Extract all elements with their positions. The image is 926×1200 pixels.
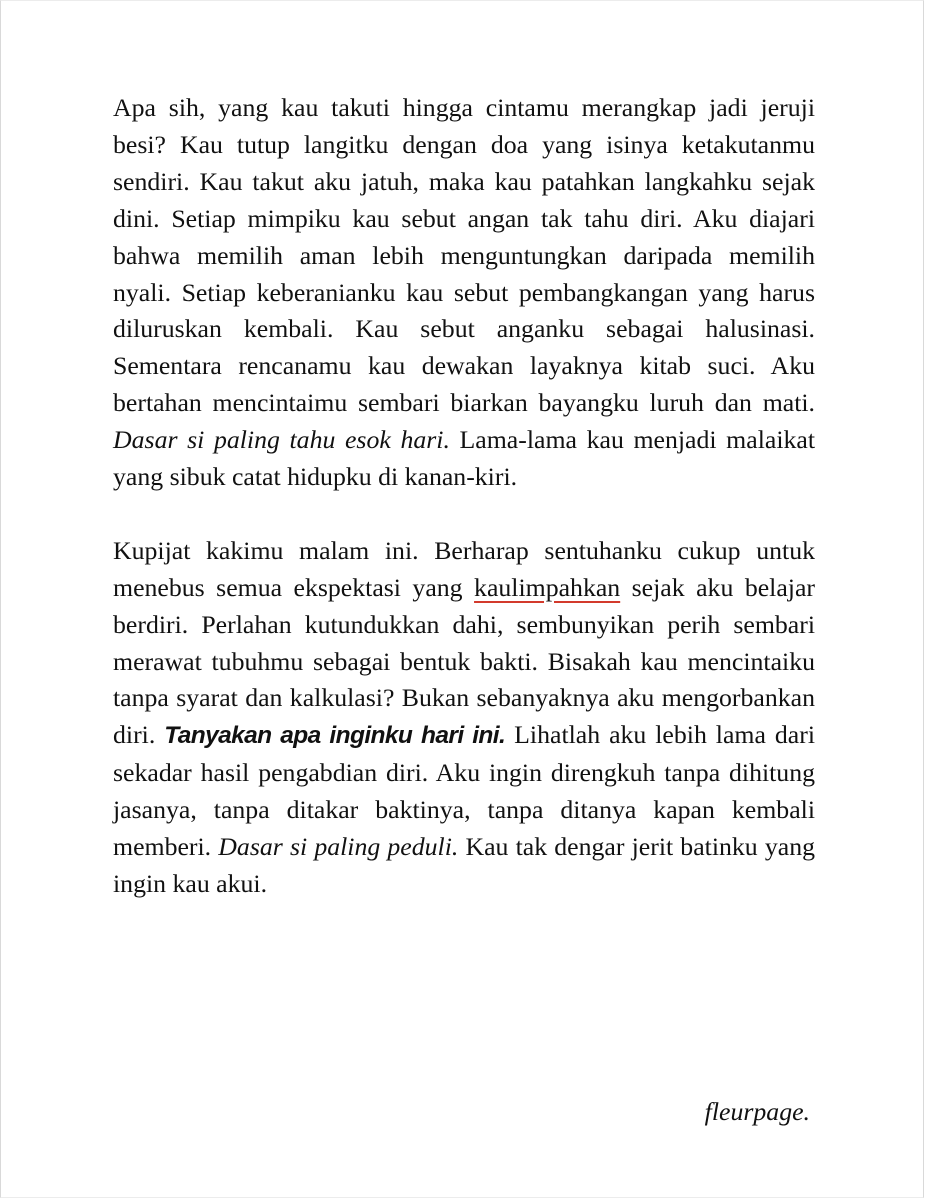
paragraph-2-text-b: sejak aku belajar berdiri. Perlahan kutundukkan dahi, sembunyikan perih sembari merawat tubuhmu sebagai bentuk bakti. Bisakah kau mencintaiku tanpa syarat dan kalkulasi? Bukan sebanyaknya aku mengorbankan diri.	[113, 572, 815, 750]
author-signature: fleurpage.	[704, 1097, 810, 1126]
paragraph-2-bold-italic-phrase: Tanyakan apa inginku hari ini.	[164, 722, 506, 750]
paragraph-2-text-a: Kupijat kakimu malam ini. Berharap sentuhanku cukup untuk menebus semua ekspektasi yang	[113, 535, 815, 602]
paragraph-2	[113, 533, 815, 903]
paragraph-1-italic-phrase: Dasar si paling tahu esok hari.	[113, 425, 450, 455]
spellcheck-flagged-word[interactable]: kaulimpahkan	[474, 572, 621, 602]
paragraph-1-text-a: Apa sih, yang kau takuti hingga cintamu merangkap jadi jeruji besi? Kau tutup langitku dengan doa yang isinya ketakutanmu sendiri. Kau takut aku jatuh, maka kau patahkan langkahku sejak dini. Setiap mimpiku kau sebut angan tak tahu diri. Aku diajari bahwa memilih aman lebih menguntungkan daripada memilih nyali. Setiap keberanianku kau sebut pembangkangan yang harus diluruskan kembali. Kau sebut anganku sebagai halusinasi. Sementara rencanamu kau dewakan layaknya kitab suci. Aku bertahan mencintaimu sembari biarkan bayangku luruh dan mati.	[113, 93, 815, 418]
paragraph-1-text-b: Lama-lama kau menjadi malaikat yang sibuk catat hidupku di kanan-kiri.	[113, 425, 815, 492]
paragraph-2-text-c: Lihatlah aku lebih lama dari sekadar hasil pengabdian diri. Aku ingin direngkuh tanpa dihitung jasanya, tanpa ditakar baktinya, tanpa ditanya kapan kembali memberi.	[113, 720, 815, 862]
document-body	[113, 90, 815, 903]
paragraph-1	[113, 90, 815, 496]
paragraph-2-italic-phrase: Dasar si paling peduli.	[218, 832, 459, 862]
paragraph-2-text-d: Kau tak dengar jerit batinku yang ingin kau akui.	[113, 832, 815, 899]
